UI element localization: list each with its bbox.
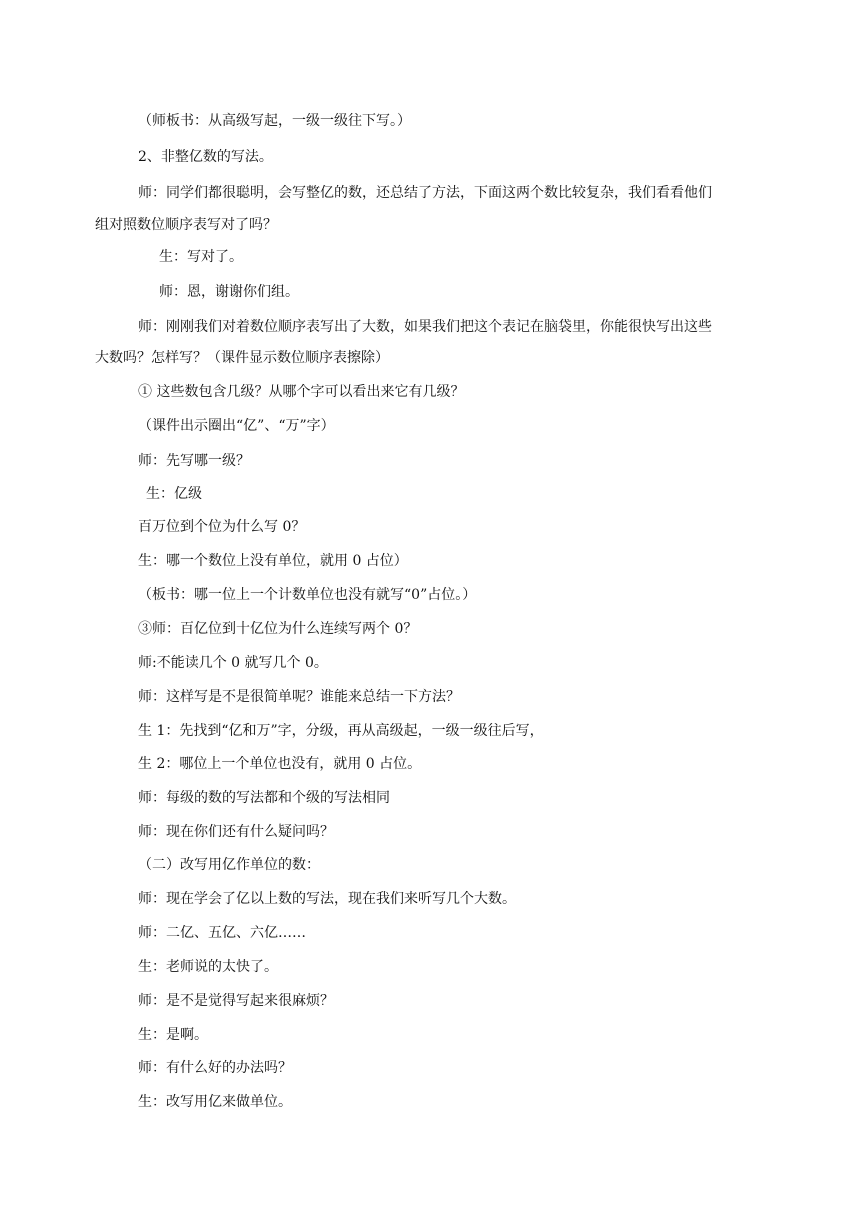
text-line: 生：老师说的太快了。 [138, 959, 278, 975]
text-line: 师：刚刚我们对着数位顺序表写出了大数，如果我们把这个表记在脑袋里，你能很快写出这些 [138, 319, 712, 335]
text-line: 2、非整亿数的写法。 [138, 149, 273, 165]
text-line: 师：这样写是不是很简单呢？谁能来总结一下方法？ [138, 689, 460, 705]
text-line: ① 这些数包含几级？从哪个字可以看出来它有几级？ [138, 384, 465, 400]
text-line: 师:不能读几个 0 就写几个 0。 [138, 655, 328, 671]
text-line: 师：同学们都很聪明，会写整亿的数，还总结了方法，下面这两个数比较复杂，我们看看他们 [138, 185, 712, 201]
text-line: 师：每级的数的写法都和个级的写法相同 [138, 790, 390, 806]
text-line: （师板书：从高级写起，一级一级往下写。） [138, 113, 411, 129]
text-line: （二）改写用亿作单位的数： [138, 857, 320, 873]
text-line: 师：现在你们还有什么疑问吗？ [138, 824, 334, 840]
text-line: （课件出示圈出“亿”、“万”字） [138, 418, 335, 434]
text-line: 百万位到个位为什么写 0？ [138, 519, 306, 535]
text-line: ③师：百亿位到十亿位为什么连续写两个 0？ [138, 621, 418, 637]
text-line: 大数吗？怎样写？（课件显示数位顺序表擦除） [95, 350, 389, 366]
text-line: 师：二亿、五亿、六亿…… [138, 925, 306, 941]
text-line: 生 1：先找到“亿和万”字，分级，再从高级起，一级一级往后写， [138, 723, 544, 739]
text-line: 师：恩，谢谢你们组。 [159, 284, 299, 300]
text-line: 师：先写哪一级？ [138, 453, 250, 469]
text-line: 生：写对了。 [159, 249, 243, 265]
text-line: 师：有什么好的办法吗？ [138, 1060, 292, 1076]
text-line: （板书：哪一位上一个计数单位也没有就写“0”占位。） [138, 587, 477, 603]
text-line: 生：哪一个数位上没有单位，就用 0 占位） [138, 553, 408, 569]
text-line: 师：现在学会了亿以上数的写法，现在我们来听写几个大数。 [138, 891, 516, 907]
text-line: 生：改写用亿来做单位。 [138, 1094, 292, 1110]
text-line: 生 2：哪位上一个单位也没有，就用 0 占位。 [138, 756, 422, 772]
text-line: 师：是不是觉得写起来很麻烦？ [138, 993, 334, 1009]
text-line: 生：是啊。 [138, 1027, 208, 1043]
text-line: 生：亿级 [146, 486, 202, 502]
text-line: 组对照数位顺序表写对了吗？ [95, 217, 277, 233]
